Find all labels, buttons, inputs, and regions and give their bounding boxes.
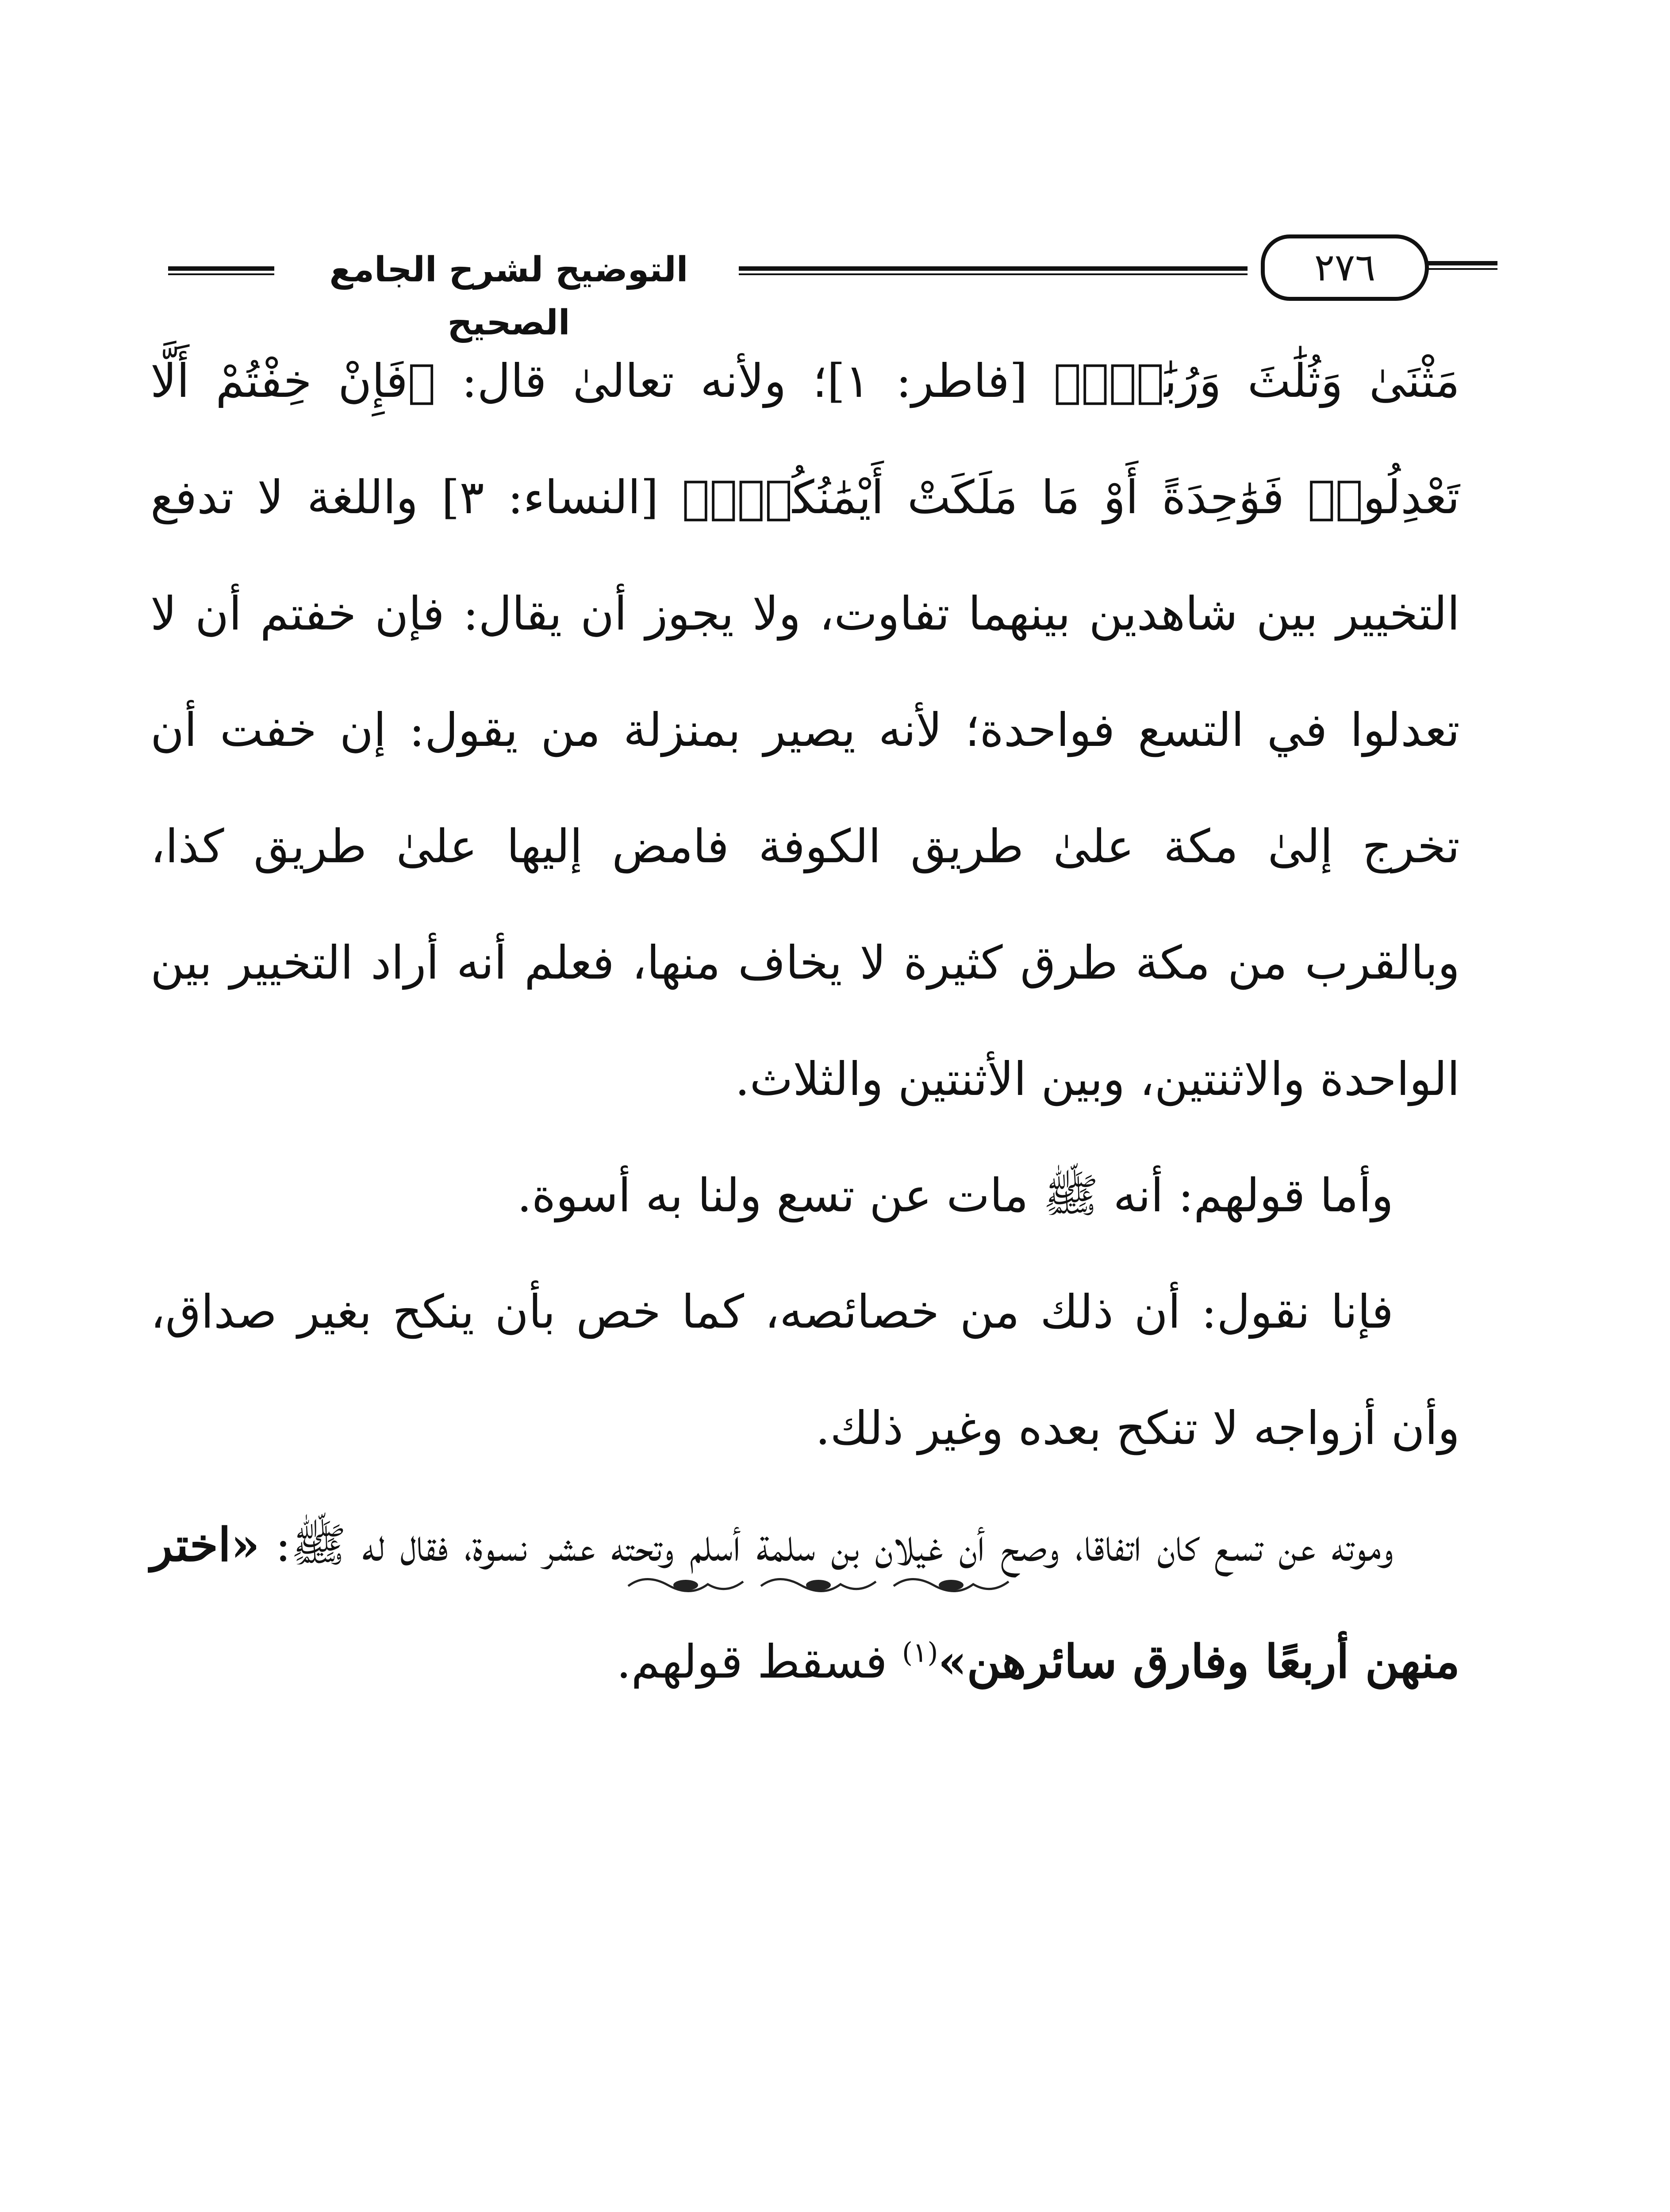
text-line: وأن أزواجه لا تنكح بعده وغير ذلك.	[815, 1401, 1460, 1455]
text-line: الكوفة فامض إليها علىٰ طريق كذا، وبالقرب من مكة طرق كثيرة	[150, 819, 1460, 990]
footnote-reference[interactable]: (١)	[902, 1636, 938, 1669]
text-line: فسقط	[757, 1635, 902, 1689]
header-rule-right	[739, 266, 1248, 275]
text-line: عشر نسوة، فقال له ﷺ:	[259, 1518, 595, 1572]
running-header	[137, 234, 1464, 343]
book-title: التوضيح لشرح الجامع الصحيح	[329, 250, 688, 343]
hadith-quote: «اختر منهن أربعًا وفارق سائرهن»	[150, 1517, 1460, 1689]
text-line: وموته عن تسع كان اتفاقا، وصح أن غيلان بن سلمة أسلم وتحته	[611, 1518, 1394, 1572]
ornament-leaf	[673, 1580, 698, 1590]
text-line: الأثنتين والثلاث.	[735, 1052, 1027, 1106]
header-rule-left	[168, 266, 274, 275]
text-line: تفاوت، ولا يجوز أن يقال: فإن خفتم أن لا تعدلوا في التسع فواحدة؛	[150, 587, 1460, 757]
header-rule-tail	[1427, 261, 1497, 270]
ornament-leaf	[939, 1580, 964, 1590]
page-number: ٢٧٦	[1261, 234, 1429, 301]
paragraph-1	[150, 323, 1460, 1137]
text-line: مَثْنَىٰ وَثُلَٰثَ وَرُبَٰعَۖ﴾ [فاطر: ١]؛ ولأنه تعالىٰ قال: ﴿فَإِنْ خِفْتُمْ أَلَّا تَعْدِلُوا۟ فَوَٰحِدَةً	[150, 354, 1460, 524]
paragraph-3	[150, 1254, 1460, 1486]
page-body	[150, 323, 1460, 1720]
text-line: فإنا نقول: أن ذلك من خصائصه، كما خص بأن ينكح بغير صداق،	[150, 1285, 1394, 1339]
paragraph-2	[150, 1137, 1460, 1254]
ornament-leaf	[806, 1580, 831, 1590]
text-line: وأما قولهم: أنه ﷺ مات عن تسع ولنا به أسوة.	[517, 1168, 1394, 1222]
ornament-divider	[619, 1568, 1017, 1599]
text-line: لا يخاف منها، فعلم أنه أراد التخيير بين الواحدة والاثنتين، وبين	[150, 936, 1460, 1106]
text-line: قولهم.	[616, 1635, 743, 1689]
text-line: أَوْ مَا مَلَكَتْ أَيْمَٰنُكُمْۚ﴾ [النساء: ٣] واللغة لا تدفع التخيير بين شاهدين بينهما	[150, 470, 1460, 641]
text-line: لأنه يصير بمنزلة من يقول: إن خفت أن تخرج إلىٰ مكة علىٰ طريق	[150, 703, 1460, 873]
paragraph-4	[150, 1486, 1460, 1720]
